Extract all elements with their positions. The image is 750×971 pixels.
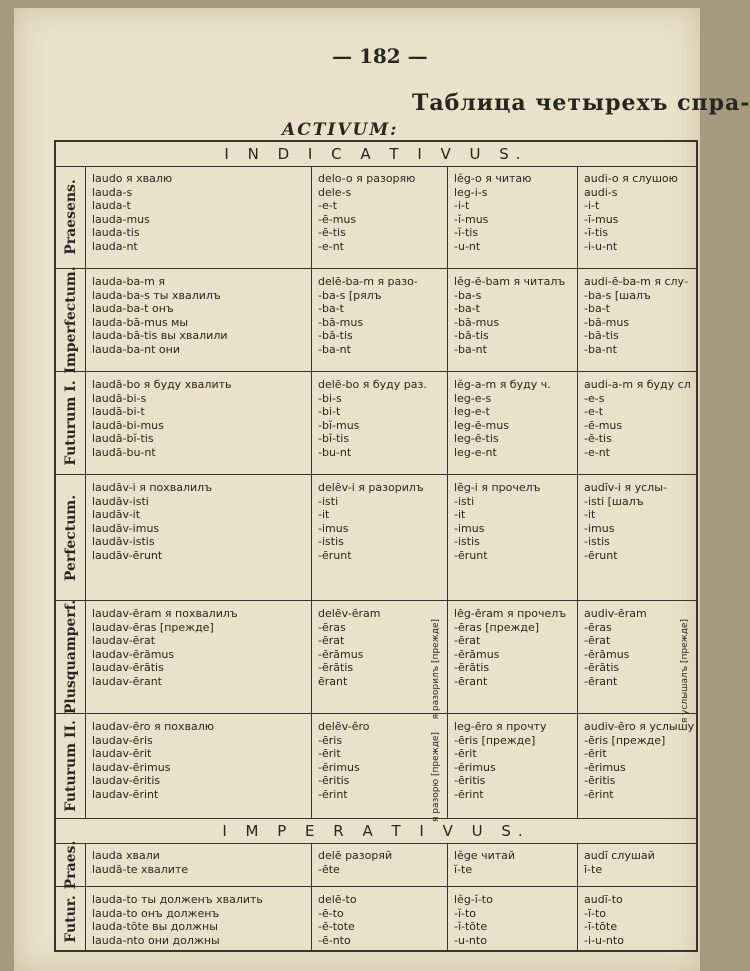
verb-form: -ē-tote xyxy=(318,920,355,934)
conjugation-column-1 xyxy=(86,714,312,818)
tense-label xyxy=(56,266,86,374)
tense-label xyxy=(56,714,86,818)
conjugation-column-1 xyxy=(86,372,312,474)
verb-form: -imus xyxy=(454,521,485,535)
page-number: — 182 — xyxy=(332,44,428,68)
verb-form: audiv-ēro я услышу xyxy=(584,720,695,733)
verb-form: -bā-tis xyxy=(584,329,619,343)
verb-form: lauda-to ты долженъ хвалить xyxy=(92,893,263,906)
verb-form: -it xyxy=(454,508,466,522)
conjugation-table xyxy=(54,140,698,952)
tense-label-text: Futurum II. xyxy=(62,720,79,812)
conjugation-column-3 xyxy=(448,887,578,950)
conjugation-column-2 xyxy=(312,601,448,720)
verb-form: audi-ē-ba-m я слу- xyxy=(584,275,689,288)
verb-form: -istis xyxy=(454,535,480,549)
tense-label-text: Perfectum. xyxy=(62,494,79,581)
verb-form: lauda-nto они должны xyxy=(92,933,220,947)
verb-form: -ērat xyxy=(318,634,345,648)
verb-form: -ērāmus xyxy=(584,647,630,661)
verb-form: -bu-nt xyxy=(318,445,352,459)
verb-form: lĕg-o я читаю xyxy=(454,172,532,185)
verb-form: -ba-nt xyxy=(318,342,351,356)
verb-form: leg-ēro я прочту xyxy=(454,720,547,733)
verb-form: lauda-ba-t онъ xyxy=(92,302,174,316)
verb-form: -isti xyxy=(454,494,475,508)
verb-form: lauda-bā-mus мы xyxy=(92,315,189,329)
side-note: я разорю [прежде] xyxy=(431,732,441,822)
verb-form: -isti xyxy=(318,494,339,508)
verb-form: -bā-tis xyxy=(318,329,353,343)
conjugation-column-1 xyxy=(86,843,312,886)
verb-form: dele-s xyxy=(318,185,352,199)
verb-form: -ērat xyxy=(584,634,611,648)
verb-form: laudav-ērātis xyxy=(92,661,164,675)
verb-form: laudā-bu-nt xyxy=(92,445,156,459)
verb-form: -ĭ-to xyxy=(454,906,477,920)
section-praesens xyxy=(56,166,696,269)
verb-form: lauda-ba-s ты хвалилъ xyxy=(92,288,221,302)
verb-form: -istis xyxy=(318,535,344,549)
imperativus-banner: I M P E R A T I V U S. xyxy=(56,819,696,844)
conjugation-column-2 xyxy=(312,843,448,886)
page-title: Таблица четырехъ спра- xyxy=(412,90,750,116)
section-futurum-1 xyxy=(56,372,696,475)
conjugation-column-3 xyxy=(448,714,578,818)
verb-form: -ba-s [рялъ xyxy=(318,288,382,302)
verb-form: delēv-i я разорилъ xyxy=(318,481,424,494)
verb-form: lauda-tōte вы должны xyxy=(92,920,218,934)
verb-form: -ēritis xyxy=(318,774,350,788)
verb-form: -ērimus xyxy=(318,760,360,774)
conjugation-column-4 xyxy=(578,475,696,600)
verb-form: -ī-mus xyxy=(584,212,619,226)
tense-label-text: Futur. xyxy=(62,894,79,943)
verb-form: -ēras xyxy=(584,620,612,634)
verb-form: laudav-ērat xyxy=(92,634,156,648)
verb-form: audi-s xyxy=(584,185,618,199)
verb-form: -u-nto xyxy=(454,933,487,947)
conjugation-column-2 xyxy=(312,372,448,474)
verb-form: delē-bo я буду раз. xyxy=(318,378,427,391)
tense-label-text: Praesens. xyxy=(62,179,79,255)
section-plusquamperfectum xyxy=(56,599,696,724)
section-imperativ-futurum xyxy=(56,887,696,950)
verb-form: -ba-t xyxy=(318,302,344,316)
verb-form: laudā-bo я буду хвалить xyxy=(92,378,232,391)
verb-form: laudav-ērint xyxy=(92,787,159,801)
verb-form: -e-nt xyxy=(584,445,610,459)
verb-form: audiv-ēram xyxy=(584,607,647,620)
side-note: я разорилъ [прежде] xyxy=(431,619,441,720)
verb-form: -ē-mus xyxy=(318,212,357,226)
verb-form: -ēras xyxy=(318,620,346,634)
conjugation-column-4 xyxy=(578,372,696,474)
verb-form: lauda-ba-m я xyxy=(92,275,165,288)
verb-form: -i-u-nto xyxy=(584,933,624,947)
verb-form: laudā-bi-s xyxy=(92,391,147,405)
verb-form: -ēritis xyxy=(454,774,486,788)
verb-form: -e-t xyxy=(318,199,338,213)
tense-label xyxy=(56,372,86,474)
verb-form: -ba-nt xyxy=(454,342,487,356)
verb-form: audī-to xyxy=(584,893,623,906)
conjugation-column-4 xyxy=(578,601,696,724)
verb-form: lauda-mus xyxy=(92,212,150,226)
tense-label-text: Futurum I. xyxy=(62,380,79,466)
verb-form: lauda-to онъ долженъ xyxy=(92,906,220,920)
verb-form: -ē-tis xyxy=(318,226,346,240)
conjugation-column-3 xyxy=(448,166,578,268)
verb-form: leg-e-s xyxy=(454,391,492,405)
verb-form: lauda-s xyxy=(92,185,133,199)
verb-form: leg-i-s xyxy=(454,185,488,199)
verb-form: audīv-i я услы- xyxy=(584,481,667,494)
verb-form: delē-ba-m я разо- xyxy=(318,275,418,288)
verb-form: -ērāmus xyxy=(454,647,500,661)
verb-form: -ba-t xyxy=(584,302,610,316)
tense-label xyxy=(56,166,86,268)
tense-label-text: Plusquamperf. xyxy=(62,599,79,715)
verb-form: -i-t xyxy=(584,199,600,213)
verb-form: -ērunt xyxy=(584,548,618,562)
conjugation-column-4 xyxy=(578,887,696,950)
verb-form: -bā-mus xyxy=(318,315,364,329)
verb-form: -ī-tis xyxy=(584,226,609,240)
verb-form: -bā-tis xyxy=(454,329,489,343)
verb-form: -ērint xyxy=(584,787,614,801)
verb-form: -ēritis xyxy=(584,774,616,788)
conjugation-column-2 xyxy=(312,714,448,822)
indicativus-banner: I N D I C A T I V U S. xyxy=(56,142,696,167)
conjugation-column-3 xyxy=(448,601,578,713)
verb-form: -ba-s [шалъ xyxy=(584,288,651,302)
conjugation-column-2 xyxy=(312,475,448,600)
tense-label xyxy=(56,475,86,600)
conjugation-column-4 xyxy=(578,714,696,818)
verb-form: lĕg-a-m я буду ч. xyxy=(454,378,551,391)
verb-form: delē-to xyxy=(318,893,357,906)
verb-form: laudāv-isti xyxy=(92,494,149,508)
verb-form: -ērātis xyxy=(584,661,620,675)
verb-form: -ērit xyxy=(584,747,607,761)
verb-form: delēv-ēro xyxy=(318,720,370,733)
verb-form: laudā-bi-t xyxy=(92,405,145,419)
verb-form: -ba-t xyxy=(454,302,480,316)
verb-form: ērant xyxy=(318,674,348,688)
verb-form: -istis xyxy=(584,535,610,549)
section-imperfectum xyxy=(56,266,696,374)
verb-form: delē разоряй xyxy=(318,849,393,862)
tense-label xyxy=(56,601,86,713)
verb-form: lēg-ēram я прочелъ xyxy=(454,607,567,620)
section-futurum-2 xyxy=(56,714,696,822)
verb-form: -imus xyxy=(318,521,349,535)
verb-form: leg-ē-mus xyxy=(454,418,509,432)
verb-form: -bā-mus xyxy=(454,315,500,329)
tense-label xyxy=(56,887,86,950)
verb-form: leg-e-t xyxy=(454,405,490,419)
verb-form: leg-e-nt xyxy=(454,445,497,459)
verb-form: -ērunt xyxy=(454,548,488,562)
verb-form: audi-a-m я буду сл xyxy=(584,378,691,391)
verb-form: -ērant xyxy=(454,674,488,688)
verb-form: -ēris [прежде] xyxy=(584,733,666,747)
verb-form: -ē-nto xyxy=(318,933,351,947)
verb-form: laudā-bĭ-tis xyxy=(92,432,154,446)
verb-form: -i-t xyxy=(454,199,470,213)
verb-form: lĕge читай xyxy=(454,849,516,862)
verb-form: laudāv-istis xyxy=(92,535,155,549)
verb-form: -isti [шалъ xyxy=(584,494,644,508)
verb-form: laudāv-it xyxy=(92,508,141,522)
verb-form: delēv-ēram xyxy=(318,607,381,620)
verb-form: -e-t xyxy=(584,405,604,419)
verb-form: -ēris xyxy=(318,733,343,747)
verb-form: laudav-ērant xyxy=(92,674,162,688)
verb-form: laudāv-i я похвалилъ xyxy=(92,481,212,494)
verb-form: lauda-ba-nt они xyxy=(92,342,181,356)
tense-label-text: Praes. xyxy=(62,840,79,889)
conjugation-column-3 xyxy=(448,843,578,886)
verb-form: -bā-mus xyxy=(584,315,630,329)
verb-form: laudāv-imus xyxy=(92,521,160,535)
verb-form: -ērimus xyxy=(454,760,496,774)
verb-form: -it xyxy=(318,508,330,522)
verb-form: -ĭ-tis xyxy=(454,226,479,240)
verb-form: -e-nt xyxy=(318,239,344,253)
verb-form: -bi-s xyxy=(318,391,342,405)
verb-form: -ī-tōte xyxy=(584,920,618,934)
conjugation-column-1 xyxy=(86,475,312,600)
verb-form: delo-o я разоряю xyxy=(318,172,416,185)
verb-form: -ba-s xyxy=(454,288,482,302)
side-note: я услышалъ [прежде] xyxy=(680,619,690,724)
conjugation-column-1 xyxy=(86,166,312,268)
section-imperativ-praesens xyxy=(56,840,696,889)
verb-form: laudav-ēram я похвалилъ xyxy=(92,607,238,620)
verb-form: lĕg-ĭ-to xyxy=(454,893,493,906)
tense-label xyxy=(56,840,86,889)
verb-form: leg-ē-tis xyxy=(454,432,499,446)
verb-form: laudav-ēro я похвалю xyxy=(92,720,215,733)
conjugation-column-2 xyxy=(312,887,448,950)
verb-form: laudav-ēras [прежде] xyxy=(92,620,214,634)
verb-form: laudav-ērāmus xyxy=(92,647,175,661)
voice-heading: ACTIVUM: xyxy=(282,120,399,140)
verb-form: -ērint xyxy=(454,787,484,801)
verb-form: -e-s xyxy=(584,391,605,405)
verb-form: -bi-t xyxy=(318,405,341,419)
verb-form: -ērat xyxy=(454,634,481,648)
verb-form: ī-te xyxy=(584,862,603,876)
verb-form: laudā-bi-mus xyxy=(92,418,164,432)
verb-form: -ērit xyxy=(454,747,477,761)
conjugation-column-1 xyxy=(86,269,312,371)
verb-form: lauda-tis xyxy=(92,226,140,240)
verb-form: -i-u-nt xyxy=(584,239,618,253)
verb-form: lauda-nt xyxy=(92,239,138,253)
verb-form: -it xyxy=(584,508,596,522)
verb-form: -ērātis xyxy=(318,661,354,675)
verb-form: -ĭ-tōte xyxy=(454,920,488,934)
verb-form: laudav-ērimus xyxy=(92,760,171,774)
verb-form: -ba-nt xyxy=(584,342,617,356)
conjugation-column-2 xyxy=(312,166,448,268)
verb-form: -bĭ-tis xyxy=(318,432,350,446)
verb-form: lĕg-ē-bam я читалъ xyxy=(454,275,566,288)
verb-form: -ēras [прежде] xyxy=(454,620,540,634)
verb-form: audi-o я слушою xyxy=(584,172,678,185)
conjugation-column-4 xyxy=(578,269,696,371)
verb-form: laudav-ēritis xyxy=(92,774,161,788)
verb-form: -u-nt xyxy=(454,239,481,253)
verb-form: laudav-ērit xyxy=(92,747,152,761)
verb-form: lēg-i я прочелъ xyxy=(454,481,541,494)
verb-form: -imus xyxy=(584,521,615,535)
conjugation-column-4 xyxy=(578,166,696,268)
book-page xyxy=(14,8,750,971)
conjugation-column-4 xyxy=(578,843,696,886)
conjugation-column-1 xyxy=(86,887,312,950)
verb-form: lauda хвали xyxy=(92,849,160,862)
conjugation-column-3 xyxy=(448,269,578,371)
verb-form: -ērātis xyxy=(454,661,490,675)
verb-form: -ēte xyxy=(318,862,340,876)
verb-form: -ērint xyxy=(318,787,348,801)
conjugation-column-3 xyxy=(448,475,578,600)
conjugation-column-1 xyxy=(86,601,312,713)
verb-form: -ērāmus xyxy=(318,647,364,661)
verb-form: laudā-te хвалите xyxy=(92,862,189,876)
verb-form: -ēris [прежде] xyxy=(454,733,536,747)
verb-form: laudav-ēris xyxy=(92,733,153,747)
verb-form: -bĭ-mus xyxy=(318,418,360,432)
verb-form: lauda-t xyxy=(92,199,131,213)
verb-form: -ērunt xyxy=(318,548,352,562)
verb-form: -ērant xyxy=(584,674,618,688)
verb-form: -ē-to xyxy=(318,906,344,920)
conjugation-column-3 xyxy=(448,372,578,474)
conjugation-column-2 xyxy=(312,269,448,371)
verb-form: audī слушай xyxy=(584,849,655,862)
verb-form: laudāv-ērunt xyxy=(92,548,163,562)
verb-form: laudo я хвалю xyxy=(92,172,173,185)
verb-form: ĭ-te xyxy=(454,862,473,876)
section-perfectum xyxy=(56,475,696,601)
verb-form: -ē-tis xyxy=(584,432,612,446)
verb-form: -ĭ-mus xyxy=(454,212,489,226)
verb-form: -ē-mus xyxy=(584,418,623,432)
verb-form: -ērimus xyxy=(584,760,626,774)
verb-form: -ērit xyxy=(318,747,341,761)
verb-form: lauda-bā-tis вы хвалили xyxy=(92,329,228,343)
verb-form: -ī-to xyxy=(584,906,607,920)
tense-label-text: Imperfectum. xyxy=(62,266,79,374)
